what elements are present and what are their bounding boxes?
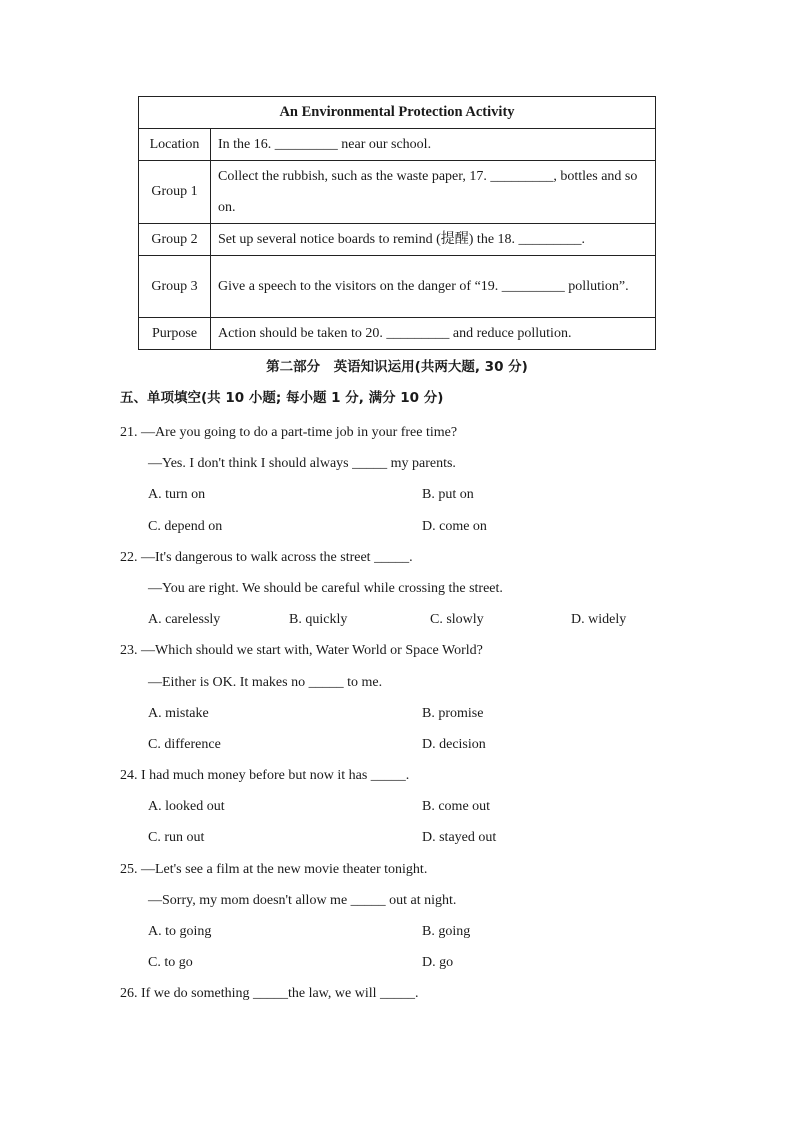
question-25-stem: 25. —Let's see a film at the new movie theater tonight. <box>120 861 428 877</box>
row-label: Purpose <box>139 318 211 350</box>
question-25-options-row-2 <box>120 947 720 978</box>
option-d[interactable]: D. come on <box>422 518 487 534</box>
question-23-stem: 23. —Which should we start with, Water World or Space World? <box>120 643 483 659</box>
option-b[interactable]: B. quickly <box>289 612 348 628</box>
question-24-options-row-1 <box>120 791 720 822</box>
option-b[interactable]: B. promise <box>422 705 484 721</box>
question-25-options-row-1 <box>120 916 720 947</box>
option-a[interactable]: A. mistake <box>148 705 209 721</box>
option-c[interactable]: C. difference <box>148 736 221 752</box>
option-b[interactable]: B. going <box>422 924 471 939</box>
question-21-stem: 21. —Are you going to do a part-time job in your free time? <box>120 425 458 440</box>
row-label: Location <box>139 129 211 161</box>
row-content: Collect the rubbish, such as the waste paper, 17. _________, bottles and so on. <box>211 161 656 224</box>
option-c[interactable]: C. depend on <box>148 518 223 534</box>
table-row <box>139 161 656 224</box>
question-24-stem: 24. I had much money before but now it has _____. <box>120 768 410 784</box>
table-row <box>139 129 656 161</box>
row-label: Group 2 <box>139 224 211 256</box>
question-24-options-row-2 <box>120 822 720 853</box>
option-b[interactable]: B. put on <box>422 487 474 503</box>
row-content: In the 16. _________ near our school. <box>211 129 656 161</box>
question-23-options-row-1 <box>120 698 720 729</box>
question-23-options-row-2 <box>120 729 720 760</box>
question-25-reply: —Sorry, my mom doesn't allow me _____ out at night. <box>148 892 457 908</box>
row-label: Group 1 <box>139 161 211 224</box>
option-c[interactable]: C. run out <box>148 830 205 846</box>
question-22-reply: —You are right. We should be careful while crossing the street. <box>148 580 503 596</box>
question-22-options <box>120 604 720 635</box>
option-a[interactable]: A. to going <box>148 924 212 939</box>
table-row <box>139 318 656 350</box>
question-list <box>120 417 720 1010</box>
option-d[interactable]: D. stayed out <box>422 830 497 846</box>
activity-table <box>138 96 656 350</box>
question-23-reply: —Either is OK. It makes no _____ to me. <box>148 674 383 690</box>
part-title: 五、单项填空(共 10 小题; 每小题 1 分, 满分 10 分) <box>120 390 444 406</box>
option-d[interactable]: D. go <box>422 955 454 971</box>
table-title: An Environmental Protection Activity <box>139 97 656 129</box>
option-d[interactable]: D. decision <box>422 736 486 752</box>
section-title: 第二部分 英语知识运用(共两大题, 30 分) <box>266 359 528 375</box>
option-a[interactable]: A. turn on <box>148 487 206 503</box>
table-row <box>139 224 656 256</box>
option-a[interactable]: A. looked out <box>148 799 225 815</box>
option-c[interactable]: C. to go <box>148 955 193 971</box>
option-a[interactable]: A. carelessly <box>148 612 221 628</box>
table-row <box>139 256 656 318</box>
question-26-stem: 26. If we do something _____the law, we will _____. <box>120 986 419 1002</box>
question-22-stem: 22. —It's dangerous to walk across the street _____. <box>120 549 413 565</box>
row-content: Give a speech to the visitors on the danger of “19. _________ pollution”. <box>211 256 656 318</box>
question-21-options-row-2 <box>120 511 720 542</box>
row-label: Group 3 <box>139 256 211 318</box>
option-b[interactable]: B. come out <box>422 799 491 815</box>
row-content: Set up several notice boards to remind (提醒) the 18. _________. <box>211 224 656 256</box>
option-c[interactable]: C. slowly <box>430 612 484 628</box>
question-21-options-row-1 <box>120 479 720 510</box>
option-d[interactable]: D. widely <box>571 612 627 628</box>
row-content: Action should be taken to 20. _________ and reduce pollution. <box>211 318 656 350</box>
question-21-reply: —Yes. I don't think I should always _____ my parents. <box>148 456 456 472</box>
